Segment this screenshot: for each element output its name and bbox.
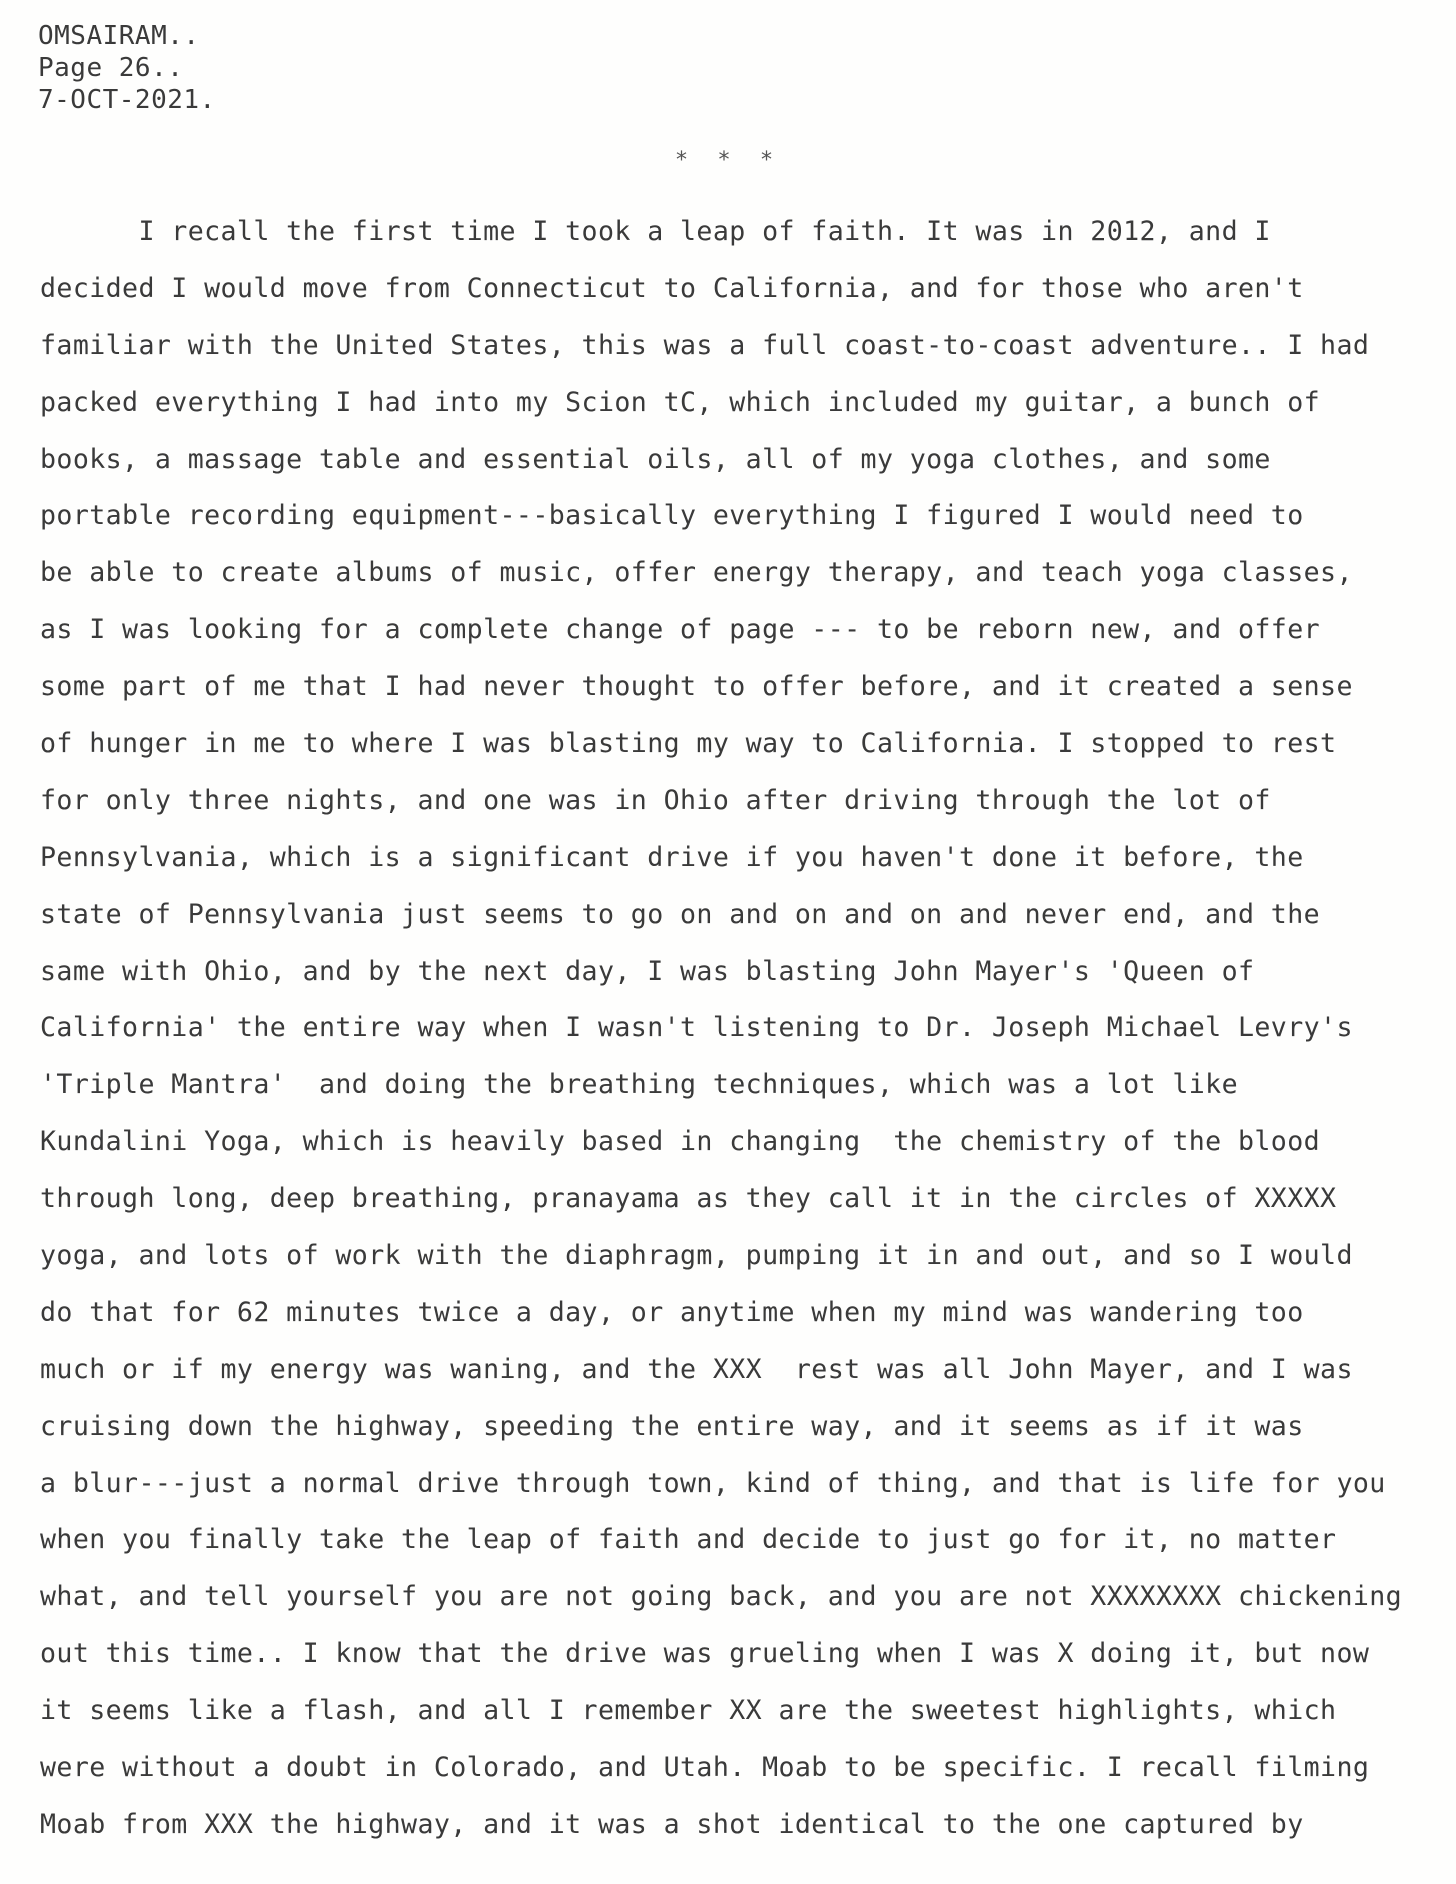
text-line: packed everything I had into my Scion tC, which included my guitar, a bunch of (40, 386, 1321, 418)
text-line: a blur---just a normal drive through town, kind of thing, and that is life for you (40, 1467, 1386, 1499)
text-line: when you finally take the leap of faith and decide to just go for it, no matter (40, 1524, 1337, 1556)
text-line: Kundalini Yoga, which is heavily based in changing the chemistry of the blood (40, 1126, 1321, 1158)
text-line: yoga, and lots of work with the diaphragm, pumping it in and out, and so I would (40, 1240, 1353, 1272)
text-line: I recall the first time I took a leap of faith. It was in 2012, and I (40, 216, 1271, 247)
section-separator: * * * (674, 148, 782, 173)
text-line: some part of me that I had never thought to offer before, and it created a sense (40, 671, 1353, 703)
text-line: state of Pennsylvania just seems to go on and on and on and never end, and the (40, 898, 1321, 930)
text-line: much or if my energy was waning, and the XXX rest was all John Mayer, and I was (40, 1353, 1353, 1385)
text-line: cruising down the highway, speeding the entire way, and it seems as if it was (40, 1410, 1304, 1442)
body-text (40, 204, 1450, 1854)
text-line: Moab from XXX the highway, and it was a shot identical to the one captured by (40, 1808, 1304, 1840)
page-header (38, 20, 216, 116)
text-line: were without a doubt in Colorado, and Utah. Moab to be specific. I recall filming (40, 1752, 1370, 1784)
text-line: familiar with the United States, this was a full coast-to-coast adventure.. I had (40, 329, 1370, 361)
text-line: for only three nights, and one was in Ohio after driving through the lot of (40, 784, 1271, 816)
text-line: portable recording equipment---basically everything I figured I would need to (40, 500, 1304, 532)
header-page-number: Page 26.. (38, 53, 184, 83)
text-line: as I was looking for a complete change of page --- to be reborn new, and offer (40, 614, 1321, 646)
text-line: of hunger in me to where I was blasting my way to California. I stopped to rest (40, 728, 1337, 760)
header-title: OMSAIRAM.. (38, 21, 200, 51)
text-line: Pennsylvania, which is a significant drive if you haven't done it before, the (40, 841, 1304, 873)
text-line: books, a massage table and essential oils, all of my yoga clothes, and some (40, 443, 1271, 475)
text-line: decided I would move from Connecticut to California, and for those who aren't (40, 272, 1304, 304)
text-line: what, and tell yourself you are not going back, and you are not XXXXXXXX chickening (40, 1581, 1403, 1613)
text-line: 'Triple Mantra' and doing the breathing techniques, which was a lot like (40, 1069, 1238, 1101)
text-line: through long, deep breathing, pranayama as they call it in the circles of XXXXX (40, 1183, 1337, 1215)
text-line: do that for 62 minutes twice a day, or anytime when my mind was wandering too (40, 1296, 1304, 1328)
text-line: it seems like a flash, and all I remember XX are the sweetest highlights, which (40, 1695, 1337, 1727)
header-date: 7-OCT-2021. (38, 85, 216, 115)
text-line: California' the entire way when I wasn't listening to Dr. Joseph Michael Levry's (40, 1012, 1353, 1044)
text-line: same with Ohio, and by the next day, I was blasting John Mayer's 'Queen of (40, 955, 1255, 987)
text-line: be able to create albums of music, offer energy therapy, and teach yoga classes, (40, 557, 1353, 589)
text-line: out this time.. I know that the drive was grueling when I was X doing it, but now (40, 1638, 1370, 1670)
